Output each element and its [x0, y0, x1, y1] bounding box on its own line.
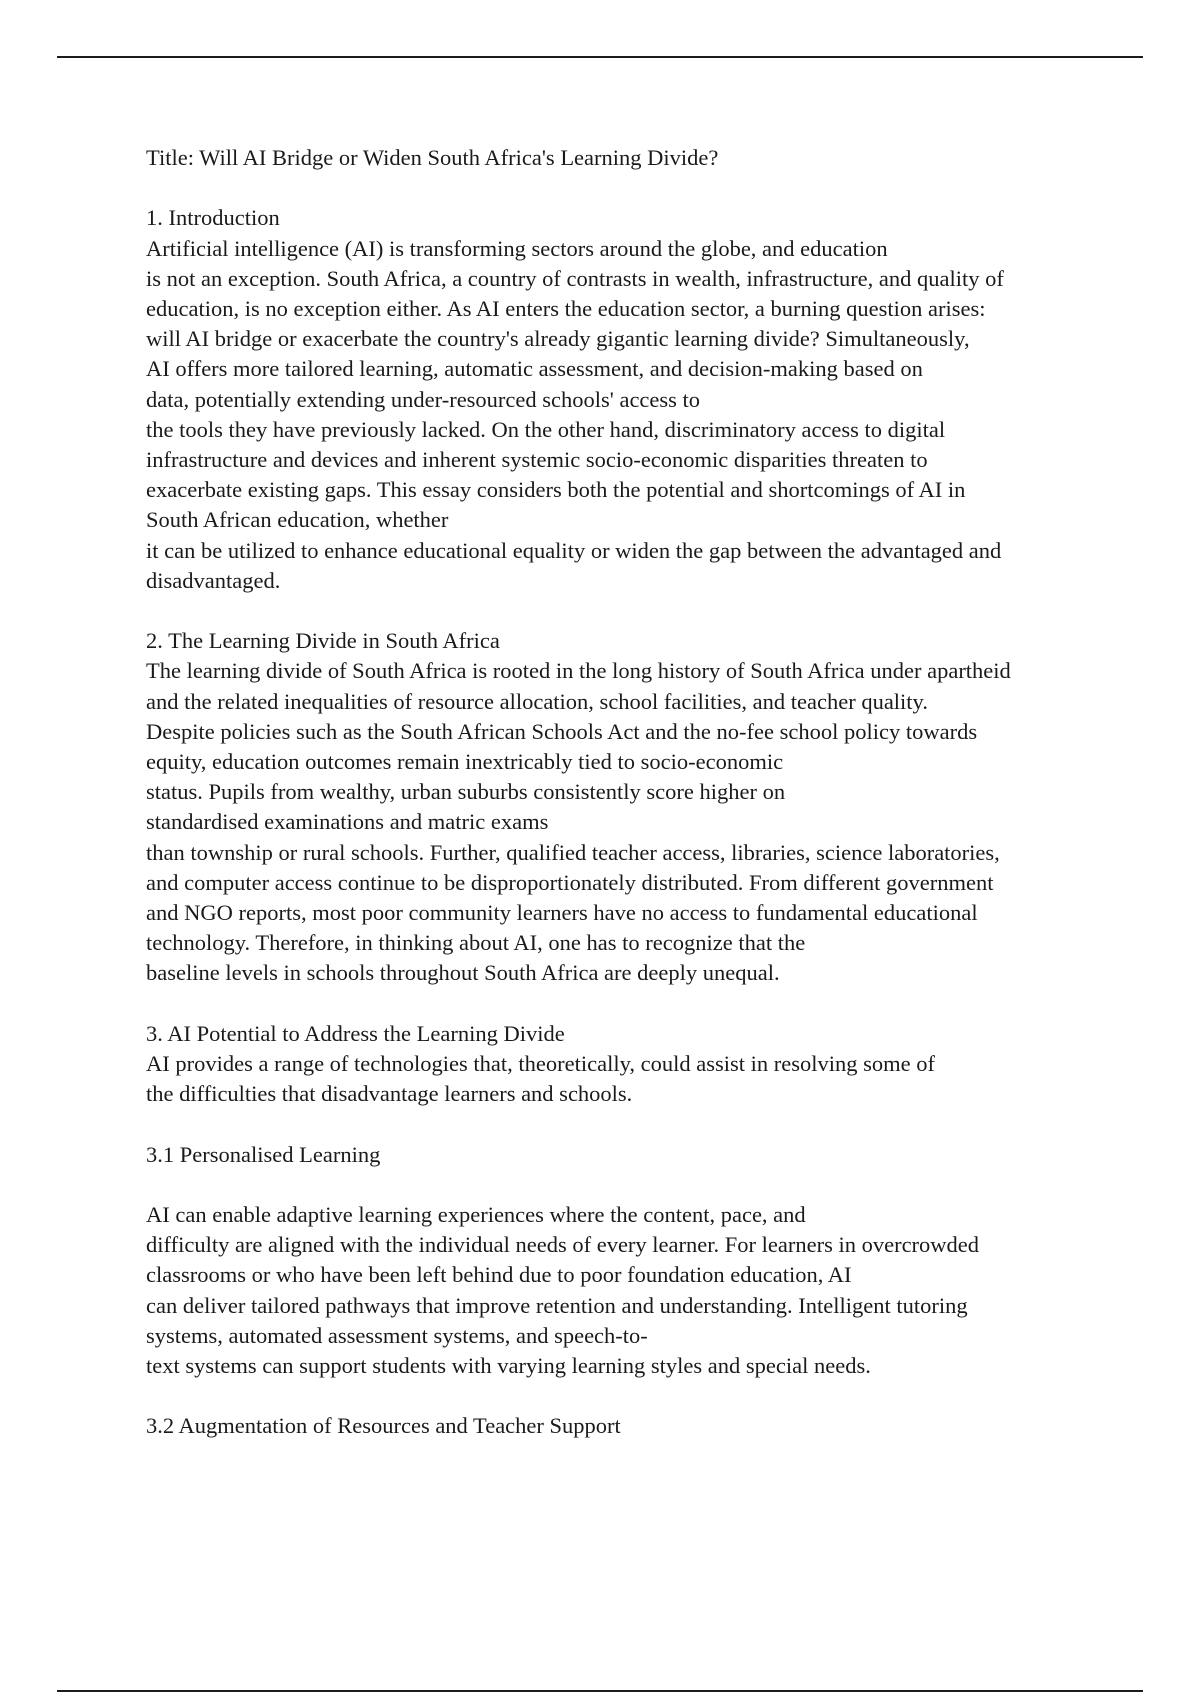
paragraph-line: and computer access continue to be disproportionately distributed. From different government [146, 869, 994, 895]
paragraph-line: systems, automated assessment systems, and speech-to- [146, 1322, 648, 1348]
section-heading-personalised-learning: 3.1 Personalised Learning [146, 1141, 381, 1167]
paragraph-line: standardised examinations and matric exams [146, 809, 549, 835]
paragraph-line: status. Pupils from wealthy, urban suburbs consistently score higher on [146, 779, 786, 805]
section-heading-resources-teacher-support: 3.2 Augmentation of Resources and Teacher Support [146, 1413, 621, 1439]
paragraph-line: baseline levels in schools throughout South Africa are deeply unequal. [146, 960, 780, 986]
paragraph-line: and NGO reports, most poor community learners have no access to fundamental educational [146, 900, 978, 926]
paragraph-line: The learning divide of South Africa is rooted in the long history of South Africa under apartheid [146, 658, 1011, 684]
paragraph-line: can deliver tailored pathways that improve retention and understanding. Intelligent tutoring [146, 1292, 968, 1318]
paragraph-line: Artificial intelligence (AI) is transforming sectors around the globe, and education [146, 235, 888, 261]
paragraph-line: exacerbate existing gaps. This essay considers both the potential and shortcomings of AI in [146, 477, 966, 503]
paragraph-line: disadvantaged. [146, 567, 281, 593]
paragraph-line: AI can enable adaptive learning experiences where the content, pace, and [146, 1202, 806, 1228]
paragraph-line: AI provides a range of technologies that, theoretically, could assist in resolving some of [146, 1051, 935, 1077]
paragraph-line: will AI bridge or exacerbate the country's already gigantic learning divide? Simultaneously, [146, 326, 970, 352]
paragraph-line: the difficulties that disadvantage learners and schools. [146, 1081, 633, 1107]
paragraph-line: education, is no exception either. As AI enters the education sector, a burning question arises: [146, 296, 986, 321]
section-heading-learning-divide: 2. The Learning Divide in South Africa [146, 628, 500, 654]
bottom-rule [57, 1690, 1143, 1692]
paragraph-line: the tools they have previously lacked. On the other hand, discriminatory access to digital [146, 416, 946, 442]
section-heading-introduction: 1. Introduction [146, 205, 280, 231]
paragraph-line: difficulty are aligned with the individual needs of every learner. For learners in overcrowded [146, 1232, 980, 1258]
paragraph-line: AI offers more tailored learning, automatic assessment, and decision-making based on [146, 356, 923, 382]
paragraph-line: data, potentially extending under-resourced schools' access to [146, 386, 701, 412]
document-title: Title: Will AI Bridge or Widen South Africa's Learning Divide? [146, 145, 719, 170]
paragraph-line: equity, education outcomes remain inextricably tied to socio-economic [146, 749, 784, 775]
paragraph-line: technology. Therefore, in thinking about AI, one has to recognize that the [146, 930, 806, 956]
paragraph-line: than township or rural schools. Further, qualified teacher access, libraries, science laboratories, [146, 839, 1000, 865]
top-rule [57, 56, 1143, 58]
paragraph-line: classrooms or who have been left behind due to poor foundation education, AI [146, 1262, 852, 1288]
paragraph-line: text systems can support students with varying learning styles and special needs. [146, 1353, 871, 1379]
paragraph-line: infrastructure and devices and inherent systemic socio-economic disparities threaten to [146, 447, 928, 473]
paragraph-line: is not an exception. South Africa, a country of contrasts in wealth, infrastructure, and quality of [146, 265, 1004, 291]
paragraph-line: it can be utilized to enhance educational equality or widen the gap between the advantaged and [146, 537, 1002, 563]
section-heading-ai-potential: 3. AI Potential to Address the Learning Divide [146, 1020, 565, 1046]
paragraph-line: Despite policies such as the South African Schools Act and the no-fee school policy towards [146, 718, 978, 744]
paragraph-line: and the related inequalities of resource allocation, school facilities, and teacher quality. [146, 688, 928, 714]
paragraph-line: South African education, whether [146, 507, 449, 533]
document-body [146, 143, 1106, 1442]
